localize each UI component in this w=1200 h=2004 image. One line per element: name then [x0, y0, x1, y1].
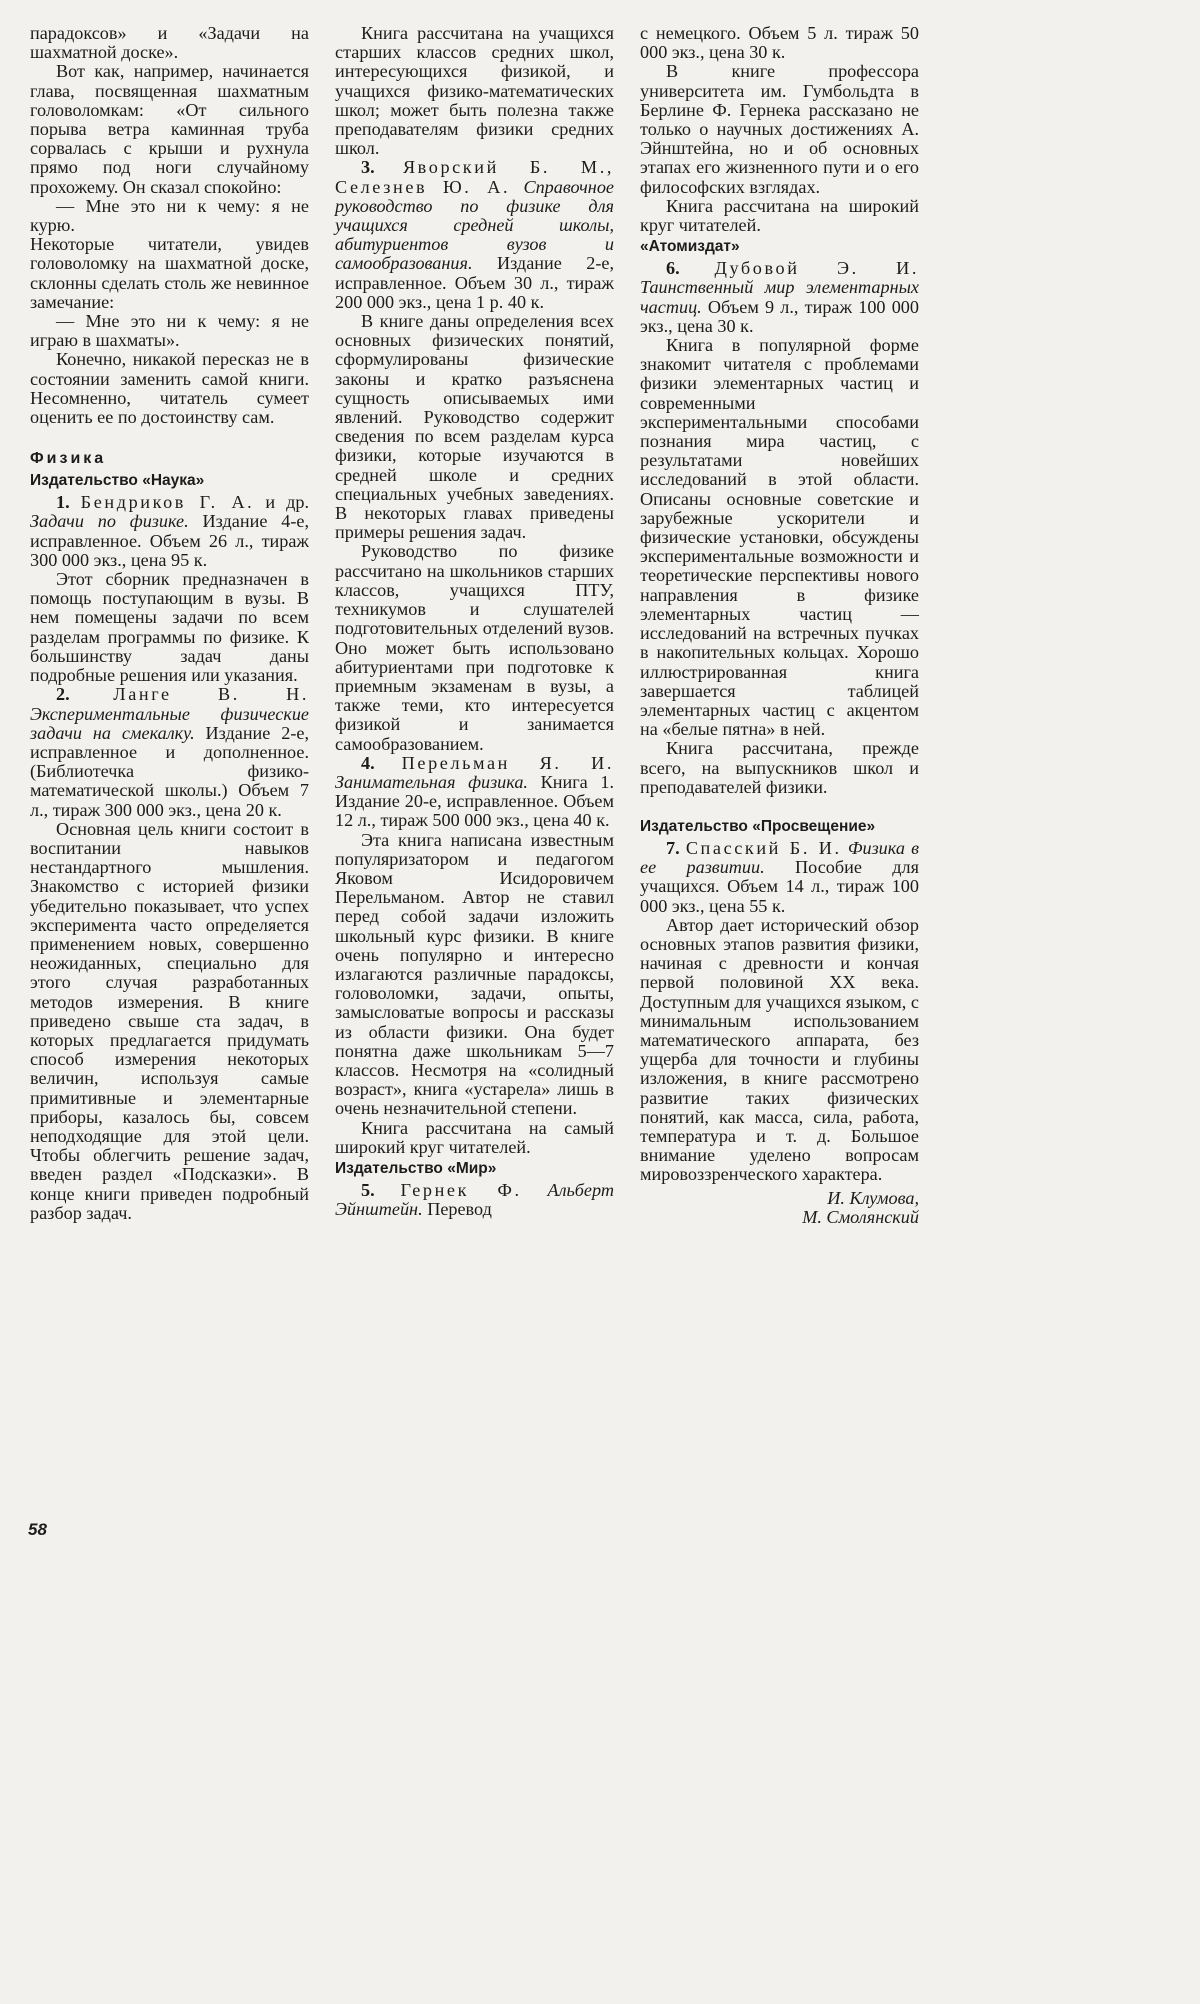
- entry-number: 5.: [361, 1179, 375, 1200]
- book-author: Яворский Б. М., Селезнев Ю. А.: [335, 157, 614, 197]
- book-entry: [640, 839, 919, 916]
- paragraph: Некоторые читатели, увидев головоломку на шахматной доске, склонны сделать столь же невинное замечание:: [30, 234, 309, 312]
- book-title: Задачи по физике.: [30, 511, 189, 532]
- text-column-3: [640, 24, 919, 1227]
- book-details: Пособие для учащихся. Объем 14 л., тираж 100 000 экз., цена 55 к.: [640, 857, 919, 916]
- publisher-heading: Издательство «Наука»: [30, 472, 205, 490]
- publisher-heading: «Атомиздат»: [640, 238, 740, 256]
- book-description: Книга рассчитана на самый широкий круг читателей.: [335, 1117, 614, 1157]
- book-author: Спасский Б. И.: [685, 837, 842, 858]
- book-description: Автор дает исторический обзор основных этапов развития физики, начиная с древности и кончая первой половиной XX века. Доступным для учащихся языком, с минимальным использованием математического аппарата, без ущерба для точности и глубины изложения, в книге рассмотрено развитие таких физических понятий, как масса, сила, работа, температура и т. д. Большое внимание уделено вопросам мировоззренческого характера.: [640, 914, 919, 1185]
- book-description: Эта книга написана известным популяризатором и педагогом Яковом Исидоровичем Перельманом. Автор не ставил перед собой задачи изложить школьный курс физики. В книге очень популярно и интересно излагаются различные парадоксы, головоломки, задачи, опыты, замысловатые вопросы и рассказы из области физики. Она будет понятна даже школьникам 5—7 классов. Несмотря на «солидный возраст», книга «устарела» лишь в очень незначительной степени.: [335, 829, 614, 1119]
- text-column-2: [335, 24, 614, 1219]
- book-title: Занимательная физика.: [335, 771, 528, 792]
- book-entry: [640, 259, 919, 336]
- book-title: Справочное руководство по физике для учащихся средней школы, абитуриентов вузов и самообразования.: [335, 176, 614, 274]
- entry-number: 4.: [361, 752, 375, 773]
- book-entry: [335, 754, 614, 831]
- book-description: В книге даны определения всех основных физических понятий, сформулированы физические законы и кратко разъяснена сущность описываемых ими явлений. Руководство содержит сведения по всем разделам курса физики, которые изучаются в средней школе и средних специальных учебных заведениях. В некоторых главах приведены примеры решения задач.: [335, 311, 614, 543]
- entry-number: 6.: [666, 258, 680, 279]
- book-entry: [30, 685, 309, 819]
- book-title: Таинственный мир элементарных частиц.: [640, 277, 919, 317]
- book-title: Экспериментальные физические задачи на смекалку.: [30, 703, 309, 743]
- book-title: Альберт Эйнштейн.: [335, 1179, 614, 1220]
- page-number: 58: [28, 1520, 47, 1539]
- entry-number: 1.: [56, 492, 70, 513]
- signature-author: И. Клумова,: [827, 1187, 919, 1208]
- entry-number: 7.: [666, 837, 680, 858]
- book-title: Физика в ее развитии.: [640, 837, 919, 878]
- book-details: и др.: [254, 492, 309, 513]
- book-description: Книга в популярной форме знакомит читателя с проблемами физики элементарных частиц и современными экспериментальными способами познания мира частиц, с результатами новейших исследований в этой области. Описаны основные советские и зарубежные ускорители и физические установки, обсуждены экспериментальные возможности и теоретические перспективы нового направления в физике элементарных частиц — исследований на встречных пучках в накопительных кольцах. Хорошо иллюстрированная книга завершается таблицей элементарных частиц с акцентом на «белые пятна» в ней.: [640, 335, 919, 740]
- book-author: Перельман Я. И.: [401, 752, 615, 773]
- book-details: Книга 1. Издание 20-е, исправленное. Объем 12 л., тираж 500 000 экз., цена 40 к.: [335, 771, 614, 831]
- review-signature: [640, 1189, 919, 1227]
- text-column-1: [30, 24, 309, 1223]
- book-description: Руководство по физике рассчитано на школьников старших классов, учащихся ПТУ, техникумов и слушателей подготовительных отделений вузов. Оно может быть использовано абитуриентами при подготовке к приемным экзаменам в вузы, а также теми, кто интересуется физикой и занимается самообразованием.: [335, 541, 614, 754]
- book-details: Издание 4-е, исправленное. Объем 26 л., тираж 300 000 экз., цена 95 к.: [30, 511, 310, 570]
- entry-number: 2.: [56, 684, 70, 705]
- book-description: Этот сборник предназначен в помощь поступающим в вузы. В нем помещены задачи по всем разделам программы по физике. К большинству задач даны подробные решения или указания.: [30, 569, 309, 686]
- book-description: Книга рассчитана на широкий круг читателей.: [640, 195, 919, 236]
- paragraph: — Мне это ни к чему: я не курю.: [30, 195, 309, 236]
- book-author: Дубовой Э. И.: [714, 258, 919, 279]
- book-details: Объем 9 л., тираж 100 000 экз., цена 30 к.: [640, 296, 919, 336]
- publisher-heading: Издательство «Мир»: [335, 1159, 497, 1177]
- book-details: Издание 2-е, исправленное и дополненное. (Библиотечка физико-математической школы.) Объем 7 л., тираж 300 000 экз., цена 20 к.: [30, 722, 309, 820]
- book-entry: [335, 158, 614, 312]
- paragraph: Вот как, например, начинается глава, посвященная шахматным головоломкам: «От сильного порыва ветра каминная труба сорвалась с крыши и рухнула прямо под ноги случайному прохожему. Он сказал спокойно:: [30, 61, 309, 197]
- entry-number: 3.: [361, 157, 375, 178]
- book-description: Книга рассчитана, прежде всего, на выпускников школ и преподавателей физики.: [640, 738, 919, 797]
- book-description: В книге профессора университета им. Гумбольдта в Берлине Ф. Гернека рассказано не только о научных достижениях А. Эйнштейна, но и об основных этапах его жизненного пути и о его философских взглядах.: [640, 61, 919, 197]
- book-entry: [335, 1181, 614, 1219]
- paragraph: Книга рассчитана на учащихся старших классов средних школ, интересующихся физикой, и учащихся физико-математических школ; может быть полезна также преподавателям физики средних школ.: [335, 23, 614, 159]
- paragraph: — Мне это ни к чему: я не играю в шахматы».: [30, 311, 309, 351]
- section-title: Физика: [30, 450, 107, 468]
- book-author: Гернек Ф.: [400, 1179, 522, 1200]
- book-description: Основная цель книги состоит в воспитании навыков нестандартного мышления. Знакомство с историей физики убедительно показывает, что успех эксперимента часто определяется применением новых, совершенно неожиданных, специально для этого случая разработанных методов измерения. В книге приведено свыше ста задач, в которых предлагается придумать способ измерения некоторых величин, используя самые примитивные и элементарные приборы, казалось бы, совсем неподходящие для этой цели. Чтобы облегчить решение задач, введен раздел «Подсказки». В конце книги приведен подробный разбор задач.: [30, 818, 309, 1223]
- book-entry: [30, 493, 309, 570]
- paragraph: парадоксов» и «Задачи на шахматной доске».: [30, 23, 309, 63]
- signature-author: М. Смолянский: [802, 1206, 919, 1227]
- publisher-heading: Издательство «Просвещение»: [640, 817, 876, 835]
- book-author: Бендриков Г. А.: [80, 492, 255, 513]
- book-details: Издание 2-е, исправленное. Объем 30 л., тираж 200 000 экз., цена 1 р. 40 к.: [335, 253, 614, 312]
- paragraph: с немецкого. Объем 5 л. тираж 50 000 экз., цена 30 к.: [640, 23, 919, 63]
- book-author: Ланге В. Н.: [113, 684, 309, 705]
- paragraph: Конечно, никакой пересказ не в состоянии заменить самой книги. Несомненно, читатель сумеет оценить ее по достоинству сам.: [30, 349, 309, 428]
- book-details: Перевод: [422, 1199, 492, 1220]
